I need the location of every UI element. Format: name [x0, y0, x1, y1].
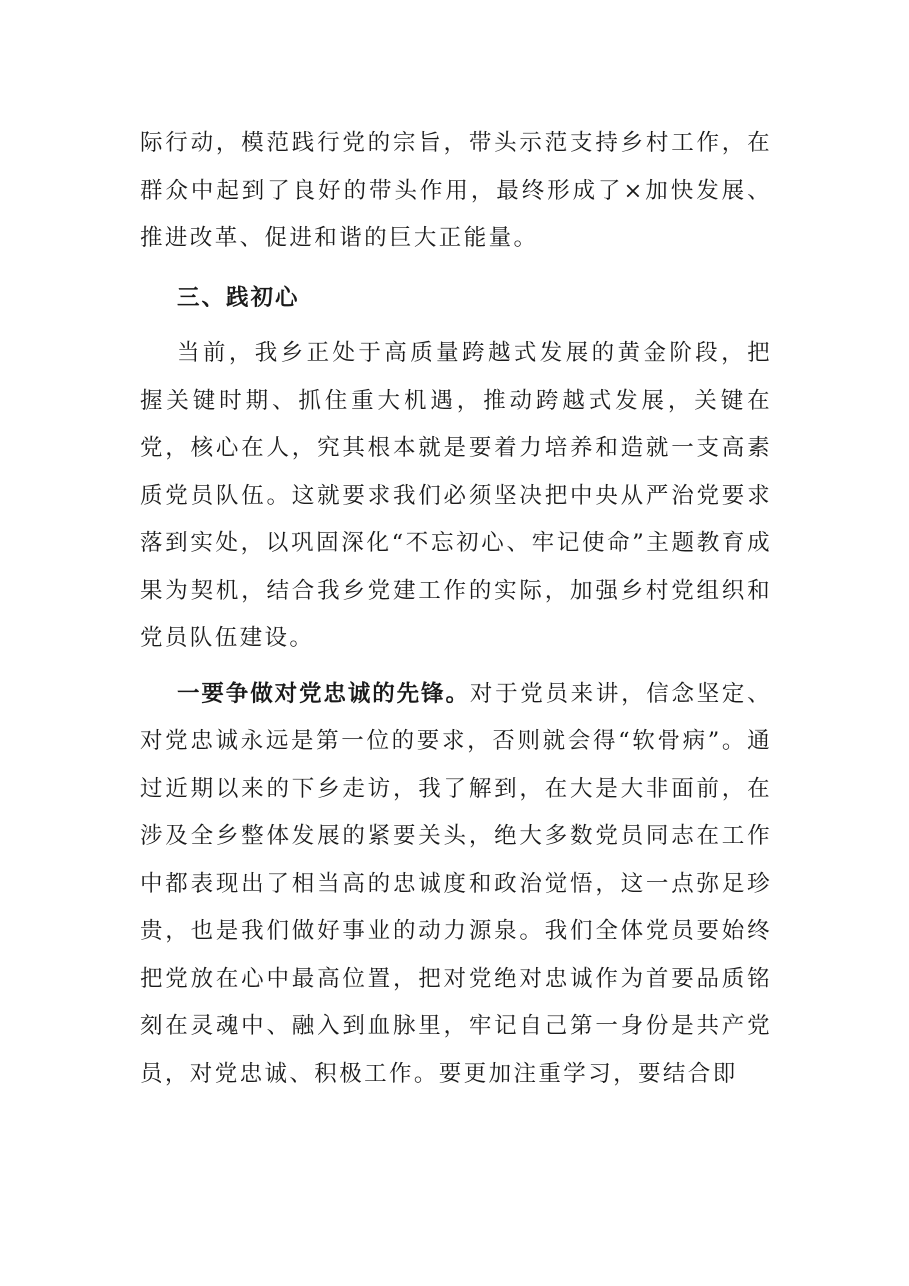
spacer [140, 322, 772, 330]
continuation-paragraph: 际行动，模范践行党的宗旨，带头示范支持乡村工作，在群众中起到了良好的带头作用，最终形成了×加快发展、推进改革、促进和谐的巨大正能量。 [140, 130, 772, 251]
paragraph-body-text: 对于党员来讲，信念坚定、对党忠诚永远是第一位的要求，否则就会得“软骨病”。通过近期以来的下乡走访，我了解到，在大是大非面前，在涉及全乡整体发展的紧要关头，绝大多数党员同志在工作中都表现出了相当高的忠诚度和政治觉悟，这一点弥足珍贵，也是我们做好事业的动力源泉。我们全体党员要始终把党放在心中最高位置，把对党绝对忠诚作为首要品质铭刻在灵魂中、融入到血脉里，牢记自己第一身份是共产党员，对党忠诚、积极工作。要更加注重学习，要结合即 [140, 680, 773, 1087]
spacer [140, 263, 772, 275]
document-page [140, 120, 772, 1098]
section-heading: 三、践初心 [177, 284, 300, 311]
body-paragraph-1: 当前，我乡正处于高质量跨越式发展的黄金阶段，把握关键时期、抓住重大机遇，推动跨越式发展，关键在党，核心在人，究其根本就是要着力培养和造就一支高素质党员队伍。这就要求我们必须坚决把中央从严治党要求落到实处，以巩固深化“不忘初心、牢记使命”主题教育成果为契机，结合我乡党建工作的实际，加强乡村党组织和党员队伍建设。 [140, 340, 772, 651]
body-paragraph-2 [140, 671, 772, 1099]
paragraph-lead-sentence: 一要争做对党忠诚的先锋。 [177, 680, 470, 707]
spacer [140, 663, 772, 671]
